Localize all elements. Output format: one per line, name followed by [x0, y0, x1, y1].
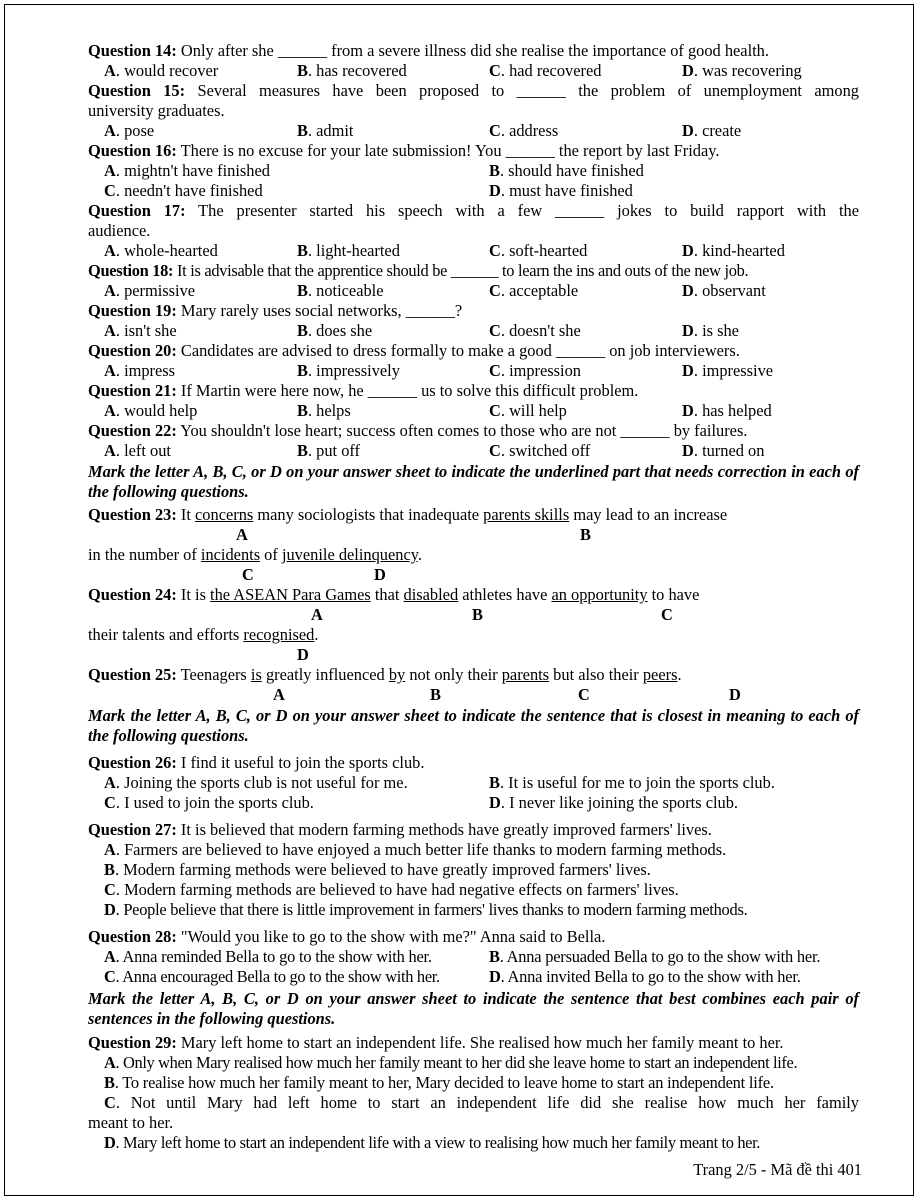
q23-underline-c[interactable]: incidents [200, 545, 261, 564]
question-15-cont: university graduates. [88, 101, 225, 120]
q19-option-d[interactable]: D. is she [682, 321, 739, 340]
q20-option-c[interactable]: C. impression [489, 361, 581, 380]
q16-option-c[interactable]: C. needn't have finished [104, 181, 263, 200]
q28-option-d[interactable]: D. Anna invited Bella to go to the show with her. [489, 967, 801, 986]
q28-option-a[interactable]: A. Anna reminded Bella to go to the show with her. [104, 947, 432, 966]
q24-underline-b[interactable]: disabled [403, 585, 459, 604]
q18-option-a[interactable]: A. permissive [104, 281, 196, 300]
q21-option-c[interactable]: C. will help [489, 401, 567, 420]
q23-underline-d[interactable]: juvenile delinquency [281, 545, 418, 564]
q25-letter-b: B [430, 685, 441, 704]
q19-option-c[interactable]: C. doesn't she [489, 321, 581, 340]
q29-option-a[interactable]: A. Only when Mary realised how much her family meant to her did she leave home to start an independent life. [104, 1053, 798, 1072]
question-26: Question 26: I find it useful to join the sports club. [88, 753, 425, 772]
instruction-closest-meaning: Mark the letter A, B, C, or D on your answer sheet to indicate the sentence that is closest in meaning to each of the following questions. [88, 706, 859, 745]
q20-option-b[interactable]: B. impressively [297, 361, 400, 380]
q17-option-a[interactable]: A. whole-hearted [104, 241, 218, 260]
q23-underline-a[interactable]: concerns [195, 505, 254, 524]
question-21: Question 21: If Martin were here now, he ______ us to solve this difficult problem. [88, 381, 639, 400]
q18-option-c[interactable]: C. acceptable [489, 281, 579, 300]
page-footer: Trang 2/5 - Mã đề thi 401 [693, 1160, 862, 1179]
instruction-sentence-combination: Mark the letter A, B, C, or D on your answer sheet to indicate the sentence that best combines each pair of sentences in the following questions. [88, 989, 859, 1028]
question-27: Question 27: It is believed that modern farming methods have greatly improved farmers' lives. [88, 820, 712, 839]
q21-option-a[interactable]: A. would help [104, 401, 198, 420]
q20-option-a[interactable]: A. impress [104, 361, 176, 380]
q23-underline-b[interactable]: parents skills [483, 505, 570, 524]
q27-option-a[interactable]: A. Farmers are believed to have enjoyed a much better life thanks to modern farming methods. [104, 840, 727, 859]
q28-option-c[interactable]: C. Anna encouraged Bella to go to the show with her. [104, 967, 440, 986]
q27-option-b[interactable]: B. Modern farming methods were believed to have greatly improved farmers' lives. [104, 860, 651, 879]
question-23-cont: in the number of incidents of juvenile delinquency. [88, 545, 422, 564]
q26-option-a[interactable]: A. Joining the sports club is not useful for me. [104, 773, 408, 792]
q22-option-b[interactable]: B. put off [297, 441, 361, 460]
question-15: Question 15: Several measures have been proposed to ______ the problem of unemployment among [88, 81, 859, 100]
q26-option-b[interactable]: B. It is useful for me to join the sports club. [489, 773, 775, 792]
q14-option-c[interactable]: C. had recovered [489, 61, 602, 80]
q15-option-c[interactable]: C. address [489, 121, 559, 140]
question-17-cont: audience. [88, 221, 151, 240]
q25-underline-a[interactable]: is [250, 665, 262, 684]
q26-option-c[interactable]: C. I used to join the sports club. [104, 793, 314, 812]
instruction-error-identification: Mark the letter A, B, C, or D on your answer sheet to indicate the underlined part that needs correction in each of the following questions. [88, 462, 859, 501]
q29-option-c-cont: meant to her. [88, 1113, 174, 1132]
q16-option-d[interactable]: D. must have finished [489, 181, 633, 200]
q14-option-d[interactable]: D. was recovering [682, 61, 802, 80]
q22-option-d[interactable]: D. turned on [682, 441, 765, 460]
q23-letter-b: B [580, 525, 591, 544]
q19-option-b[interactable]: B. does she [297, 321, 373, 340]
q17-option-b[interactable]: B. light-hearted [297, 241, 400, 260]
q27-option-d[interactable]: D. People believe that there is little improvement in farmers' lives thanks to modern farming methods. [104, 900, 748, 919]
q21-option-d[interactable]: D. has helped [682, 401, 772, 420]
q21-option-b[interactable]: B. helps [297, 401, 351, 420]
question-17: Question 17: The presenter started his speech with a few ______ jokes to build rapport with the [88, 201, 859, 220]
question-24: Question 24: It is the ASEAN Para Games that disabled athletes have an opportunity to have [88, 585, 700, 604]
q25-underline-b[interactable]: by [388, 665, 406, 684]
q18-option-b[interactable]: B. noticeable [297, 281, 384, 300]
q19-option-a[interactable]: A. isn't she [104, 321, 177, 340]
q25-underline-d[interactable]: peers [642, 665, 678, 684]
q14-option-b[interactable]: B. has recovered [297, 61, 407, 80]
q17-option-c[interactable]: C. soft-hearted [489, 241, 588, 260]
q15-option-b[interactable]: B. admit [297, 121, 354, 140]
q15-option-a[interactable]: A. pose [104, 121, 155, 140]
q24-underline-a[interactable]: the ASEAN Para Games [210, 585, 371, 604]
q15-option-d[interactable]: D. create [682, 121, 742, 140]
q16-option-b[interactable]: B. should have finished [489, 161, 644, 180]
q23-letter-a: A [236, 525, 248, 544]
q17-option-d[interactable]: D. kind-hearted [682, 241, 785, 260]
q27-option-c[interactable]: C. Modern farming methods are believed to have had negative effects on farmers' lives. [104, 880, 679, 899]
q29-option-b[interactable]: B. To realise how much her family meant to her, Mary decided to leave home to start an independent life. [104, 1073, 774, 1092]
q24-letter-c: C [661, 605, 673, 624]
q24-underline-d[interactable]: recognised [243, 625, 315, 644]
question-16: Question 16: There is no excuse for your late submission! You ______ the report by last Friday. [88, 141, 720, 160]
question-24-cont: their talents and efforts recognised. [88, 625, 319, 644]
q28-option-b[interactable]: B. Anna persuaded Bella to go to the show with her. [489, 947, 821, 966]
q22-option-c[interactable]: C. switched off [489, 441, 591, 460]
question-25: Question 25: Teenagers is greatly influenced by not only their parents but also their peers. [88, 665, 682, 684]
question-18: Question 18: It is advisable that the apprentice should be ______ to learn the ins and outs of the new job. [88, 261, 749, 280]
q25-letter-a: A [273, 685, 285, 704]
q25-letter-d: D [729, 685, 741, 704]
q23-letter-c: C [242, 565, 254, 584]
q22-option-a[interactable]: A. left out [104, 441, 171, 460]
q14-option-a[interactable]: A. would recover [104, 61, 219, 80]
question-14: Question 14: Only after she ______ from a severe illness did she realise the importance of good health. [88, 41, 769, 60]
question-23: Question 23: It concerns many sociologists that inadequate parents skills may lead to an increase [88, 505, 728, 524]
question-22: Question 22: You shouldn't lose heart; success often comes to those who are not ______ by failures. [88, 421, 748, 440]
q20-option-d[interactable]: D. impressive [682, 361, 774, 380]
q23-letter-d: D [374, 565, 386, 584]
q24-underline-c[interactable]: an opportunity [551, 585, 648, 604]
q24-letter-a: A [311, 605, 323, 624]
q18-option-d[interactable]: D. observant [682, 281, 766, 300]
q16-option-a[interactable]: A. mightn't have finished [104, 161, 270, 180]
q29-option-d[interactable]: D. Mary left home to start an independent life with a view to realising how much her family meant to her. [104, 1133, 761, 1152]
question-28: Question 28: "Would you like to go to the show with me?" Anna said to Bella. [88, 927, 606, 946]
question-20: Question 20: Candidates are advised to dress formally to make a good ______ on job interviewers. [88, 341, 740, 360]
question-29: Question 29: Mary left home to start an independent life. She realised how much her family meant to her. [88, 1033, 784, 1052]
q24-letter-b: B [472, 605, 483, 624]
q26-option-d[interactable]: D. I never like joining the sports club. [489, 793, 739, 812]
q24-letter-d: D [297, 645, 309, 664]
q25-letter-c: C [578, 685, 590, 704]
question-19: Question 19: Mary rarely uses social networks, ______? [88, 301, 463, 320]
q29-option-c[interactable]: C. Not until Mary had left home to start an independent life did she realise how much her family [104, 1093, 859, 1112]
q25-underline-c[interactable]: parents [501, 665, 550, 684]
